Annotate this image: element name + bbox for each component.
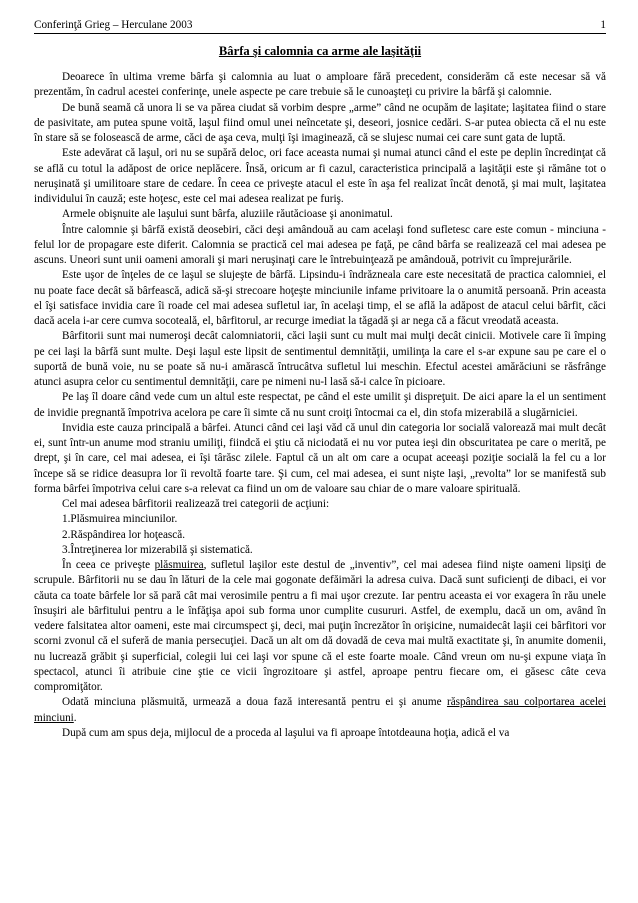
document-title <box>34 44 606 59</box>
list-item-1: 1.Plăsmuirea minciunilor. <box>62 513 178 526</box>
list-item-2: 2.Răspândirea lor hoţească. <box>62 528 186 541</box>
paragraph-12-end: . <box>73 711 77 724</box>
document-body <box>34 70 606 741</box>
paragraph-12-start: Odată minciuna plăsmuită, urmează a doua fază interesantă pentru ei şi anume <box>62 696 447 709</box>
paragraph-11-rest: , sufletul laşilor este destul de „inventiv”, cel mai adesea fiind nişte oameni lipsiţi de scrupule. Bârfitorii nu se dau în lături de la cele mai gogonate defăimări la adresa cuiva. Dacă sunt suficienţi de dibaci, ei vor căuta ca toate bârfele lor să pară cât mai verosimile pentru a fi mai uşor crezute. Iar pentru aceasta ei vor exagera în rău unele însuşiri ale bârfitului pentru a le înfăţişa apoi sub forma unor cumplite cusururi. Astfel, de exemplu, dacă un om, având în vedere falsitatea altor oameni, este mai circumspect şi, deci, mai puţin încrezător în orişicine, numaidecât laşii cei bârfitori vor scorni zvonul că el suferă de mania persecuţiei. Dacă un alt om dă dovadă de ceva mai multă exactitate şi, în anumite domenii, nu lucrează grăbit şi superficial, colegii lui cei laşi vor spune că el este foarte moale. Când vreun om nu-şi expune viaţa în spectacol, atunci îi atribuie cine ştie ce vicii îngrozitoare şi astfel, aproape pentru fiecare om, ei găsesc câte ceva compromiţător. <box>34 559 607 693</box>
paragraph-12 <box>34 695 606 726</box>
paragraph-8: Pe laş îl doare când vede cum un altul este respectat, pe când el este umilit şi dispreţuit. De aici apare la el un sentiment de invidie pregnantă împotriva acelora pe care îi simte că nu sunt croiţi întocmai ca el, din stofa mizerabilă a slugărniciei. <box>34 391 606 419</box>
paragraph-9: Invidia este cauza principală a bârfei. Atunci când cei laşi văd că unul din categoria lor socială valorează mai mult decât ei, sunt într-un anume mod straniu umiliţi, fiindcă ei ştiu că niciodată ei nu vor putea ieşi din obscuritatea pe care o merită, pe drept, şi în care, cel mai adesea, ei îşi târăsc zilele. Faptul că un alt om care a ocupat aceeaşi poziţie socială la fel cu a lor începe să se ridice deasupra lor îi revoltă foarte tare. Şi cum, cel mai adesea, ei sunt nişte laşi, „revolta” lor se manifestă sub forma bârfei împotriva celui care s-a relevat ca fiind un om de valoare sau chiar de o mare valoare spirituală. <box>34 421 606 495</box>
paragraph-7: Bârfitorii sunt mai numeroşi decât calomniatorii, căci laşii sunt cu mult mai mulţi decât cinicii. Motivele care îi împing pe cei laşi la bârfă sunt multe. Deşi laşul este lipsit de sentimentul demnităţii, umilinţa la care el s-ar expune sau pe care el o suportă de bună voie, nu se poate să nu-i amărască întrucâtva sufletul lui meschin. Efectul acestei amărăciuni se răsfrânge atunci asupra celor cu sentimentul demnităţii, care pe nimeni nu-l lasă să-i calce în picioare. <box>34 330 606 388</box>
paragraph-1: Deoarece în ultima vreme bârfa şi calomnia au luat o amploare fără precedent, considerăm că este necesar să vă prezentăm, în cadrul acestei conferinţe, unele aspecte pe care trebuie să le cunoaşteţi cu privire la bârfă şi calomnie. <box>34 71 606 99</box>
paragraph-4: Armele obişnuite ale laşului sunt bârfa, aluziile răutăcioase şi anonimatul. <box>62 208 393 221</box>
paragraph-5: Între calomnie şi bârfă există deosebiri, căci deşi amândouă au cam acelaşi fond sufletesc care este comun - minciuna - felul lor de propagare este diferit. Calomnia se practică cel mai adesea pe faţă, pe când bârfa se realizează cel mai adesea pe ascuns. Uneori sunt unii oameni amorali şi mari neruşinaţi care le întrebuinţează pe amândouă, potrivit cu împrejurările. <box>34 223 606 266</box>
page-number: 1 <box>600 19 606 31</box>
paragraph-6: Este uşor de înţeles de ce laşul se slujeşte de bârfă. Lipsindu-i îndrăzneala care este necesitată de practica calomniei, el nu poate face decât să bârfească, adică să-şi strecoare hoţeşte minciunile infame privitoare la o anumită persoană. Prin aceasta el îşi satisface invidia care îi roade cel mai adesea sufletul iar, în acelaşi timp, el se află la adăpost de atacul celui bârfit, căci dacă acela i-ar cere cumva socoteală, el, bârfitorul, ar recurge imediat la tăgadă şi ar nega că a făcut vreodată aceasta. <box>34 269 606 327</box>
document-page <box>34 18 606 741</box>
underlined-term-raspandirea: răspândirea sau colportarea acelei minciuni <box>34 696 607 724</box>
underlined-term-plasmuirea: plăsmuirea <box>154 559 204 571</box>
paragraph-2: De bună seamă că unora li se va părea ciudat să vorbim despre „arme” când ne ocupăm de laşitate; laşitatea fiind o stare de pasivitate, am putea spune voită, laşul fiind omul unei neîncetate şi, deseori, josnice cedări. S-ar putea obiecta că el nu este în stare să se folosească de arme, căci de aşa ceva, mulţi îşi imaginează, că se slujesc numai cei care sunt gata de luptă. <box>34 101 606 144</box>
list-item-3: 3.Întreţinerea lor mizerabilă şi sistematică. <box>62 543 253 556</box>
paragraph-13: După cum am spus deja, mijlocul de a proceda al laşului va fi aproape întotdeauna hoţia, adică el va <box>62 726 510 739</box>
paragraph-11 <box>34 558 606 695</box>
running-header <box>34 18 606 34</box>
document-title-text: Bârfa şi calomnia ca arme ale laşităţii <box>218 44 422 58</box>
paragraph-11-start: În ceea ce priveşte <box>62 559 155 571</box>
header-conference-title: Conferinţă Grieg – Herculane 2003 <box>34 19 193 31</box>
paragraph-3: Este adevărat că laşul, ori nu se supără deloc, ori face aceasta numai şi numai atunci când el este pe deplin încredinţat că se află cu totul la adăpost de orice neplăcere. Însă, oricum ar fi cazul, caracteristica principală a laşităţii este şi rămâne tot o neruşinată şi umilitoare stare de cedare. În ceea ce priveşte atacul el este în aşa fel realizat încât denotă, şi mai mult, laşitatea individului în cauză; este hoţesc, este cel mai adesea realizat pe furiş. <box>34 147 606 205</box>
paragraph-10: Cel mai adesea bârfitorii realizează trei categorii de acţiuni: <box>62 498 330 510</box>
